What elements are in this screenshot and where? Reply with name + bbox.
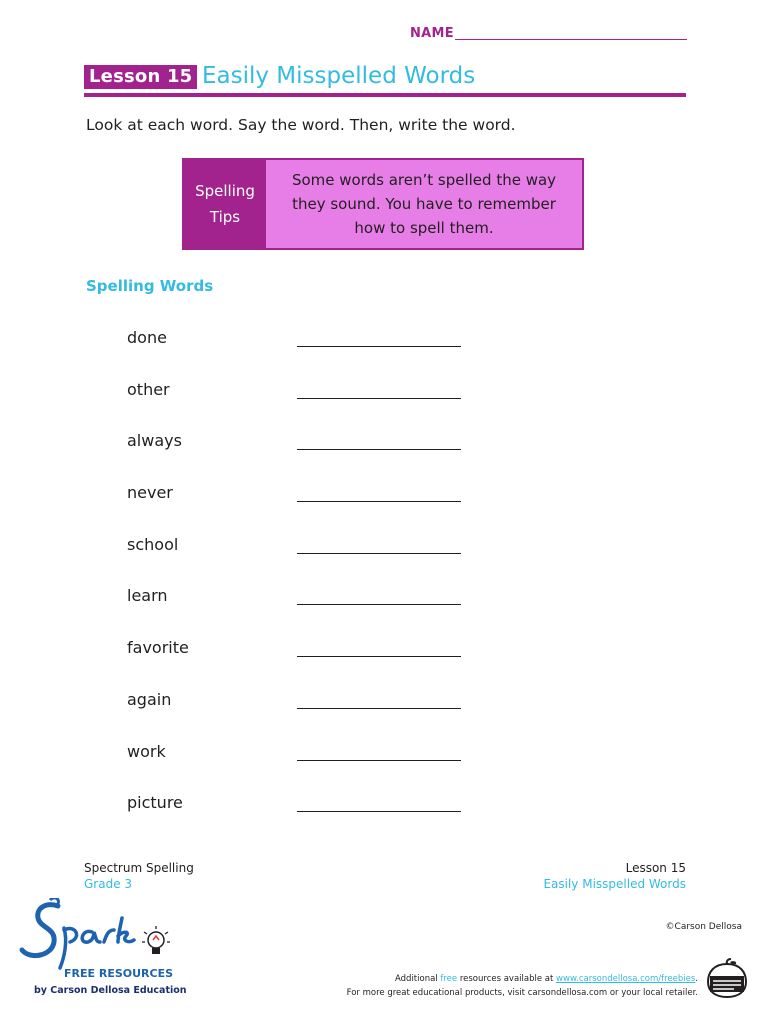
freebies-link[interactable]: www.carsondellosa.com/freebies: [556, 974, 696, 984]
tips-label-line1: Spelling: [195, 182, 255, 200]
footer-left: [84, 860, 194, 892]
answer-line[interactable]: [297, 708, 461, 709]
lesson-title: Easily Misspelled Words: [202, 63, 476, 89]
lightbulb-icon: [142, 926, 170, 954]
header-rule: [84, 93, 686, 97]
free-resources-label: FREE RESOURCES: [64, 967, 174, 980]
spelling-word: picture: [127, 793, 183, 813]
answer-line[interactable]: [297, 501, 461, 502]
spelling-word: never: [127, 483, 173, 503]
tips-text: Some words aren’t spelled the way they sound. You have to remember how to spell them.: [291, 171, 557, 237]
promo-text: [347, 972, 698, 1000]
spelling-word: learn: [127, 586, 168, 606]
answer-line[interactable]: [297, 760, 461, 761]
word-row: [127, 690, 467, 742]
footer-lesson-title: Easily Misspelled Words: [543, 877, 686, 891]
name-line: [455, 39, 687, 40]
tips-label-line2: Tips: [209, 208, 241, 226]
footer-right: [543, 860, 686, 892]
spelling-word: always: [127, 431, 182, 451]
answer-line[interactable]: [297, 346, 461, 347]
name-field: [410, 26, 690, 42]
tips-label: [184, 160, 266, 248]
spelling-word: other: [127, 379, 170, 399]
spelling-word: work: [127, 741, 166, 761]
answer-line[interactable]: [297, 604, 461, 605]
answer-line[interactable]: [297, 398, 461, 399]
word-row: [127, 483, 467, 535]
copyright: ©Carson Dellosa: [665, 922, 742, 932]
book-title: Spectrum Spelling: [84, 861, 194, 875]
answer-line[interactable]: [297, 811, 461, 812]
name-label: NAME: [410, 26, 454, 41]
spelling-word: again: [127, 689, 172, 709]
carson-dellosa-logo: [704, 958, 750, 998]
by-label: by Carson Dellosa Education: [34, 985, 187, 996]
answer-line[interactable]: [297, 656, 461, 657]
promo-line1: Additional free resources available at www.carsondellosa.com/freebies.: [394, 974, 698, 984]
spelling-word: done: [127, 328, 167, 347]
grade-label: Grade 3: [84, 877, 133, 891]
word-list: [127, 328, 467, 845]
footer-lesson: Lesson 15: [625, 861, 686, 875]
word-row: [127, 380, 467, 432]
word-row: [127, 638, 467, 690]
spelling-tips-box: [182, 158, 584, 250]
word-row: [127, 431, 467, 483]
answer-line[interactable]: [297, 553, 461, 554]
instructions: Look at each word. Say the word. Then, write the word.: [86, 116, 516, 134]
spelling-word: favorite: [127, 638, 189, 658]
promo-line2: For more great educational products, visit carsondellosa.com or your local retailer.: [346, 988, 698, 998]
word-row: [127, 328, 467, 380]
lesson-badge: Lesson 15: [84, 65, 197, 89]
answer-line[interactable]: [297, 449, 461, 450]
word-row: [127, 535, 467, 587]
word-row: [127, 793, 467, 845]
spelling-word: school: [127, 534, 179, 554]
word-row: [127, 742, 467, 794]
word-row: [127, 586, 467, 638]
section-heading: Spelling Words: [86, 277, 214, 295]
